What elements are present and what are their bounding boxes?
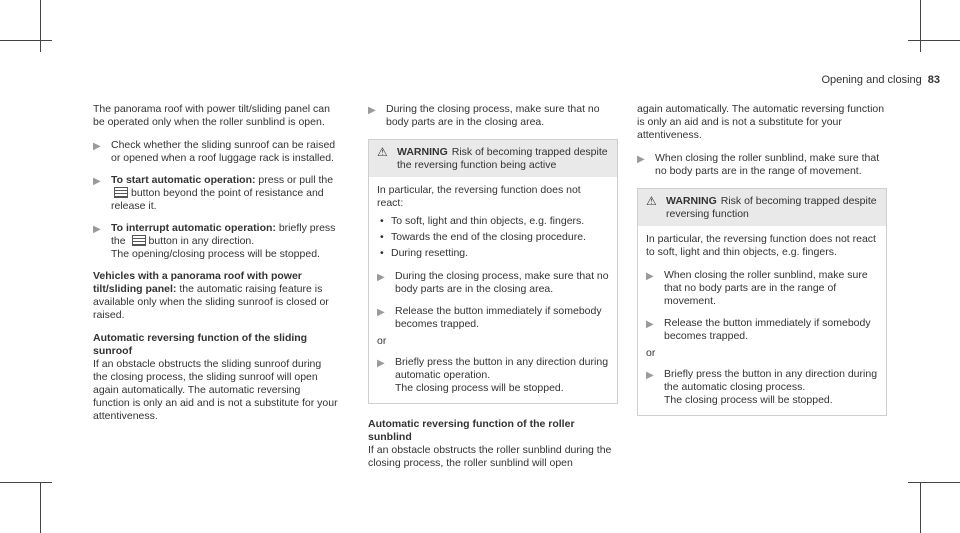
warning-body: In particular, the reversing function does not react to soft, light and thin objects, e.g. fingers. ▶ When closing the roller sunblind, make sure that no body parts are in the range of movement. ▶ Release the button immediately if somebody becomes trapped. or ▶ Briefly press the button in any direction during the automatic closing process. The closing process will be stopped. (646, 233, 878, 406)
arrow-icon: ▶ (93, 176, 101, 187)
instruction-step: ▶ Check whether the sliding sunroof can be raised or opened when a roof luggage rack is installed. (93, 139, 336, 164)
instruction-step: ▶ During the closing process, make sure that no body parts are in the closing area. (368, 103, 600, 128)
instruction-step: ▶ When closing the roller sunblind, make sure that no body parts are in the range of movement. (646, 269, 868, 307)
section-heading: Automatic reversing function of the roller sunblind (368, 418, 575, 443)
list-item: • To soft, light and thin objects, e.g. fingers. (380, 215, 585, 227)
arrow-icon: ▶ (646, 319, 654, 330)
instruction-step: ▶ During the closing process, make sure that no body parts are in the closing area. (377, 270, 609, 295)
list-item: • During resetting. (380, 247, 469, 259)
sunroof-button-icon (114, 187, 128, 198)
column-middle (368, 103, 618, 480)
page-header (790, 74, 940, 87)
page-number: 83 (927, 74, 940, 86)
column-right (637, 103, 887, 430)
intro-text: The panorama roof with power tilt/sliding panel can be operated only when the roller sunblind is open. (93, 103, 330, 128)
arrow-icon: ▶ (377, 358, 385, 369)
or-separator: or (377, 335, 387, 347)
instruction-step: ▶ Release the button immediately if somebody becomes trapped. (377, 305, 602, 330)
arrow-icon: ▶ (646, 370, 654, 381)
instruction-step: ▶ Release the button immediately if somebody becomes trapped. (646, 317, 871, 342)
instruction-step: ▶ To interrupt automatic operation: briefly press the button in any direction. The opening/closing process will be stopped. (93, 222, 336, 260)
body-text: again automatically. The automatic reversing function is only an aid and is not a substitute for your attentiveness. (637, 103, 885, 141)
body-text: If an obstacle obstructs the sliding sunroof during the closing process, the sliding sunroof will open again automatically. The automatic reversing function is only an aid and is not a substitute for your attentiveness. (93, 358, 338, 422)
warning-header: ⚠ WARNING Risk of becoming trapped despite reversing function (638, 189, 886, 226)
vehicles-note: Vehicles with a panorama roof with power tilt/sliding panel: the automatic raising feature is available only when the sliding sunroof is closed or raised. (93, 270, 329, 321)
arrow-icon: ▶ (377, 307, 385, 318)
arrow-icon: ▶ (646, 271, 654, 282)
list-item: • Towards the end of the closing procedure. (380, 231, 586, 243)
warning-icon: ⚠ (377, 145, 388, 159)
instruction-step: ▶ Briefly press the button in any direction during automatic operation. The closing process will be stopped. (377, 356, 609, 394)
instruction-step: ▶ Briefly press the button in any direction during the automatic closing process. The closing process will be stopped. (646, 368, 878, 406)
arrow-icon: ▶ (637, 154, 645, 165)
section-title: Opening and closing (821, 74, 922, 86)
arrow-icon: ▶ (93, 141, 101, 152)
warning-icon: ⚠ (646, 194, 657, 208)
section-heading: Automatic reversing function of the sliding sunroof (93, 332, 308, 357)
warning-body: In particular, the reversing function does not react: • To soft, light and thin objects, e.g. fingers. • Towards the end of the closing procedure. • During resetting. ▶ During the closing process, make sure that no body parts are in the closing area. ▶ Release the button immediately if somebody becomes trapped. or ▶ Briefly press the button in any direction during automatic operation. The closing process will be stopped. (377, 184, 609, 394)
warning-header: ⚠ WARNING Risk of becoming trapped despite the reversing function being active (369, 140, 617, 177)
sunroof-button-icon (132, 235, 146, 246)
or-separator: or (646, 347, 656, 359)
warning-box (637, 188, 887, 416)
arrow-icon: ▶ (368, 105, 376, 116)
instruction-step: ▶ To start automatic operation: press or pull the button beyond the point of resistance and release it. (93, 174, 334, 212)
arrow-icon: ▶ (93, 224, 101, 235)
arrow-icon: ▶ (377, 272, 385, 283)
body-text: If an obstacle obstructs the roller sunblind during the closing process, the roller sunblind will open (368, 444, 612, 469)
warning-box (368, 139, 618, 404)
instruction-step: ▶ When closing the roller sunblind, make sure that no body parts are in the range of movement. (637, 152, 880, 177)
column-left (93, 103, 338, 433)
